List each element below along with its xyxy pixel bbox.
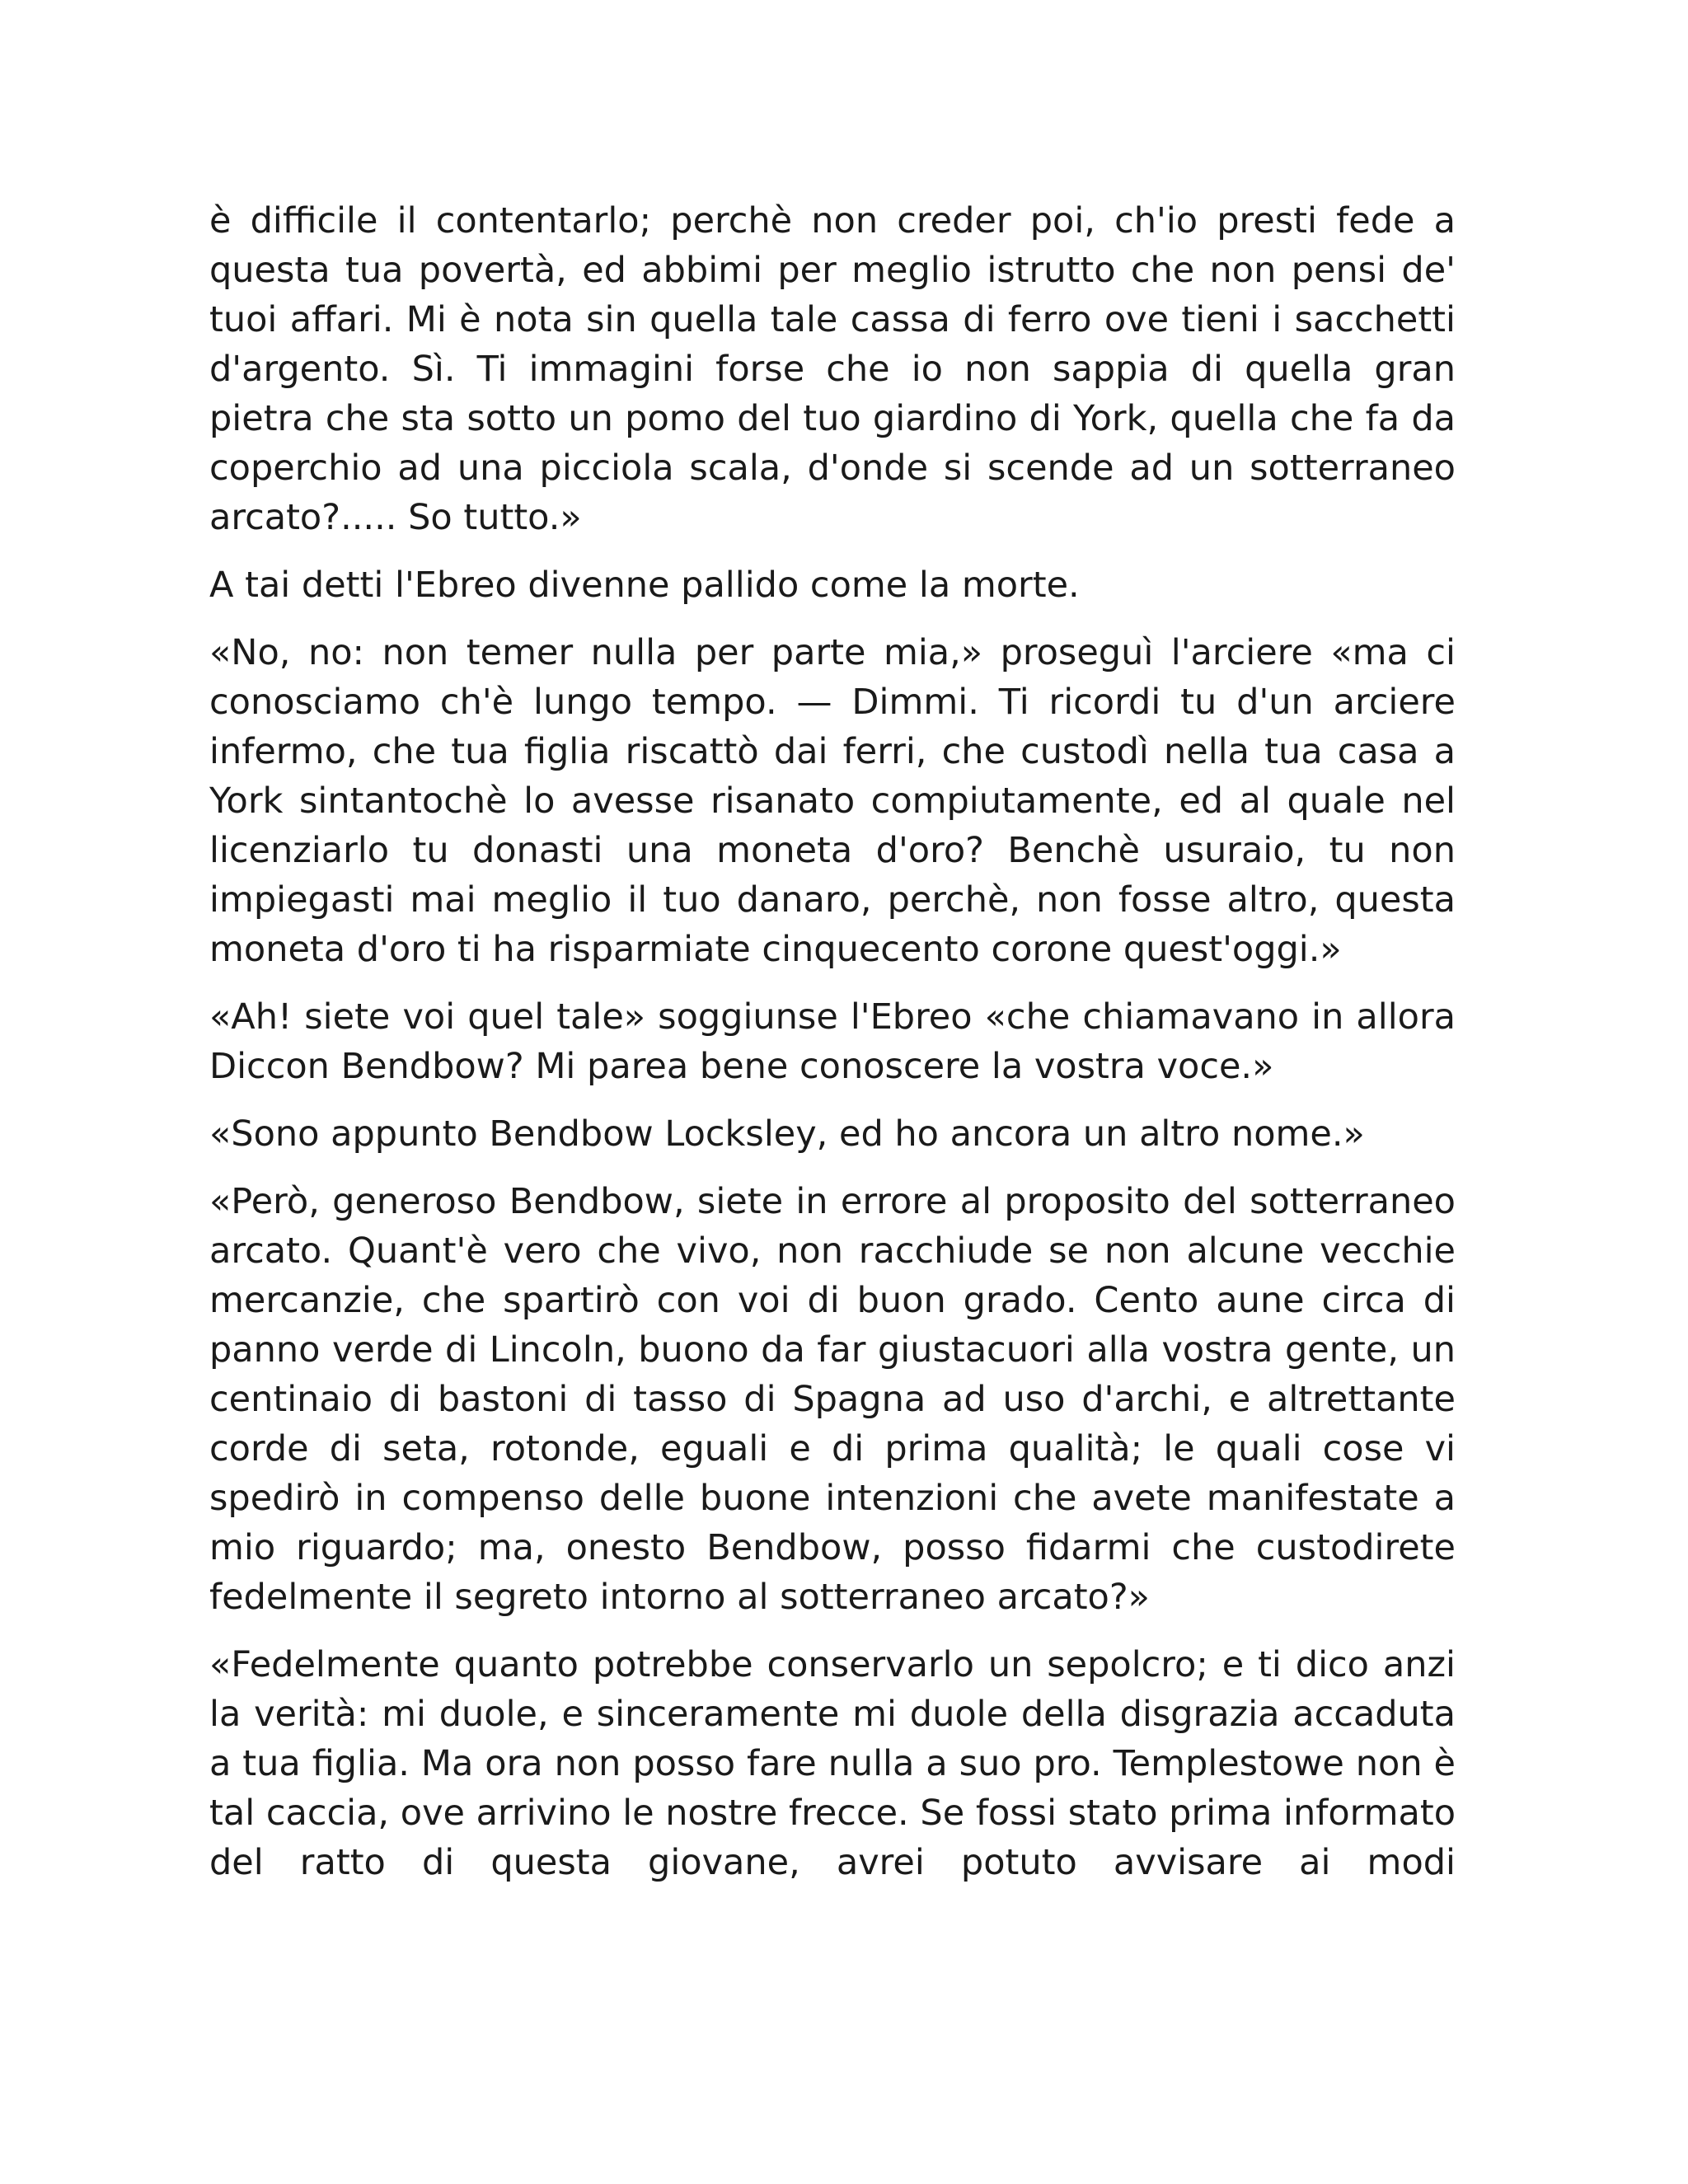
paragraph-2: A tai detti l'Ebreo divenne pallido come la morte.	[209, 565, 1080, 606]
paragraph-1: è difficile il contentarlo; perchè non creder poi, ch'io presti fede a questa tua povertà, ed abbimi per meglio istrutto che non pensi de' tuoi affari. Mi è nota sin quella tale cassa di ferro ove tieni i sacchetti d'argento. Sì. Ti immagini forse che io non sappia di quella gran pietra che sta sotto un pomo del tuo giardino di York, quella che fa da coperchio ad una picciola scala, d'onde si scende ad un sotterraneo arcato?..... So tutto.»	[209, 200, 1456, 538]
paragraph-4: «Ah! siete voi quel tale» soggiunse l'Ebreo «che chiamavano in allora Diccon Bendbow? Mi parea bene conoscere la vostra voce.»	[209, 996, 1456, 1087]
paragraph-3: «No, no: non temer nulla per parte mia,» proseguì l'arciere «ma ci conosciamo ch'è lungo tempo. — Dimmi. Ti ricordi tu d'un arciere infermo, che tua figlia riscattò dai ferri, che custodì nella tua casa a York sintantochè lo avesse risanato compiutamente, ed al quale nel licenziarlo tu donasti una moneta d'oro? Benchè usuraio, tu non impiegasti mai meglio il tuo danaro, perchè, non fosse altro, questa moneta d'oro ti ha risparmiate cinquecento corone quest'oggi.»	[209, 632, 1456, 970]
paragraph-7: «Fedelmente quanto potrebbe conservarlo un sepolcro; e ti dico anzi la verità: mi duole, e sinceramente mi duole della disgrazia accaduta a tua figlia. Ma ora non posso fare nulla a suo pro. Templestowe non è tal caccia, ove arrivino le nostre frecce. Se fossi stato prima informato del ratto di questa giovane, avrei potuto avvisare ai modi	[209, 1644, 1456, 1883]
book-page-text	[209, 196, 1456, 1905]
paragraph-6: «Però, generoso Bendbow, siete in errore al proposito del sotterraneo arcato. Quant'è vero che vivo, non racchiude se non alcune vecchie mercanzie, che spartirò con voi di buon grado. Cento aune circa di panno verde di Lincoln, buono da far giustacuori alla vostra gente, un centinaio di bastoni di tasso di Spagna ad uso d'archi, e altrettante corde di seta, rotonde, eguali e di prima qualità; le quali cose vi spedirò in compenso delle buone intenzioni che avete manifestate a mio riguardo; ma, onesto Bendbow, posso fidarmi che custodirete fedelmente il segreto intorno al sotterraneo arcato?»	[209, 1181, 1456, 1618]
paragraph-5: «Sono appunto Bendbow Locksley, ed ho ancora un altro nome.»	[209, 1113, 1365, 1155]
